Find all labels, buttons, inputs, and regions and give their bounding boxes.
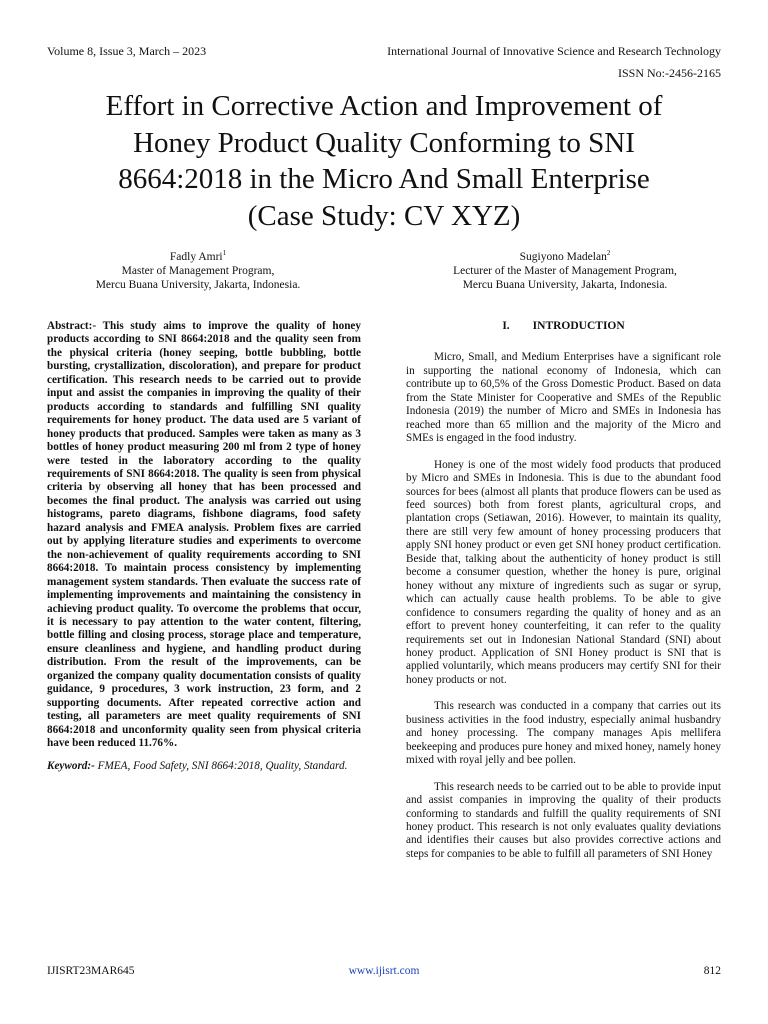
right-column xyxy=(406,320,721,874)
title-line: Effort in Corrective Action and Improvement of xyxy=(105,90,663,122)
section-heading: I. INTRODUCTION xyxy=(502,320,625,332)
journal-url-link[interactable]: www.ijisrt.com xyxy=(348,965,420,977)
paragraph: This research was conducted in a company that carries out its business activities in the food industry, especially animal husbandry and honey processing. The company manages Apis mellifera beekeeping and produces pure honey and mixed honey, namely honey mixed with royal jelly and bee pollen. xyxy=(406,700,721,767)
author-affiliation: Mercu Buana University, Jakarta, Indonesia. xyxy=(462,279,668,291)
author-affiliation: Lecturer of the Master of Management Program, xyxy=(453,265,677,277)
left-column xyxy=(47,320,361,773)
author-superscript: 2 xyxy=(606,249,611,258)
author-block-2 xyxy=(404,250,726,292)
author-block-1 xyxy=(40,250,356,292)
title-line: 8664:2018 in the Micro And Small Enterprise xyxy=(118,163,650,195)
keywords-text: FMEA, Food Safety, SNI 8664:2018, Quality, Standard. xyxy=(94,759,348,772)
author-superscript: 1 xyxy=(222,249,227,258)
issn: ISSN No:-2456-2165 xyxy=(617,66,721,80)
keywords-label: Keyword:- xyxy=(47,759,95,772)
author-affiliation: Master of Management Program, xyxy=(121,265,275,277)
paragraph: Micro, Small, and Medium Enterprises have a significant role in supporting the national economy of Indonesia, which can contribute up to 60,5% of the Gross Domestic Product. Based on data from the State Minister for Cooperative and SMEs of the Republic Indonesia (2019) the number of Micro and SMEs in Indonesia has reached more than 65 million and the majority of the Micro and SMEs is engaged in the food industry. xyxy=(406,351,721,445)
volume-issue: Volume 8, Issue 3, March – 2023 xyxy=(47,44,207,58)
journal-name: International Journal of Innovative Science and Research Technology xyxy=(387,44,721,58)
author-name: Sugiyono Madelan$^2$ xyxy=(519,249,611,263)
paragraph: Honey is one of the most widely food products that produced by Micro and SMEs in Indonesia. This is due to the abundant food sources for bees (almost all plants that produce flowers can be used as feed sources) both from forest plants, agricultural crops, and plantation crops (Setiawan, 2016). However, to maintain its quality, there are still very few amount of honey processing producers that apply SNI honey product or even get SNI honey product certification. Beside that, talking about the authenticity of honey product is still become a consumer question, whether the honey is pure, original honey without any mixture of ingredients such as sugar or syrup, which can actually cause health problems. To be able to give confidence to consumers regarding the quality of honey and as an effort to prevent honey counterfeiting, it can refer to the quality requirements set out in Indonesian National Standard (SNI) about honey product. Application of SNI Honey product is SNI that is applied voluntarily, which means producers may certify SNI for their honey products or not. xyxy=(406,458,721,686)
author-affiliation: Mercu Buana University, Jakarta, Indonesia. xyxy=(95,279,301,291)
paper-id: IJISRT23MAR645 xyxy=(47,965,135,977)
title-line: Honey Product Quality Conforming to SNI xyxy=(133,126,635,159)
keywords xyxy=(47,760,361,773)
author-name: Fadly Amri$^1$ xyxy=(169,249,227,263)
paper-title xyxy=(40,88,728,234)
abstract: Abstract:- This study aims to improve the quality of honey products according to SNI 8664:2018 and the quality seen from the physical criteria (honey seeping, bottle bubbling, bottle bursting, crystallization, discoloration), and prepare for product certification. This research needs to be carried out to provide input and assist the companies in improving the quality of their products according to standards and fulfilling SNI quality requirements for honey product. The data used are 5 variant of honey products that produced. Samples were taken as many as 3 bottles of honey product measuring 200 ml from 2 type of honey were tested in the laboratory according to the quality requirements of SNI 8664:2018. The quality is seen from physical criteria by observing all honey that has been processed and becomes the final product. The analysis was carried out using histograms, pareto diagrams, fishbone diagrams, food safety hazard analysis and FMEA analysis. Problem fixes are carried out by applying literature studies and experiments to overcome the non-achievement of quality requirements according to SNI 8664:2018. To maintain process consistency by implementing management system standards. Then evaluate the success rate of implementing improvements and maintaining the consistency in achieving product quality. To overcome the problems that occur, it is necessary to pay attention to the water content, filtering, bottle filling and closing process, storage place and temperature, ensure cleanliness and hygiene, and handling product during distribution. From the result of the improvements, can be organized the company quality documentation consists of quality guidance, 9 procedures, 3 work instruction, 23 form, and 2 supporting documents. After repeated corrective action and testing, all parameters are meet quality requirements of SNI 8664:2018 and unconformity quality seen from physical criteria have been reduced 11.76%. xyxy=(47,320,361,750)
title-line: (Case Study: CV XYZ) xyxy=(247,199,521,232)
paragraph: This research needs to be carried out to be able to provide input and assist companies in improving the quality of their products conforming to standards and fulfill the quality requirements of SNI honey product. This research is not only evaluates quality deviations and identifies their causes but also provides corrective actions and steps for companies to be able to fulfill all parameters of SNI Honey xyxy=(406,780,721,860)
page-number: 812 xyxy=(703,965,721,977)
